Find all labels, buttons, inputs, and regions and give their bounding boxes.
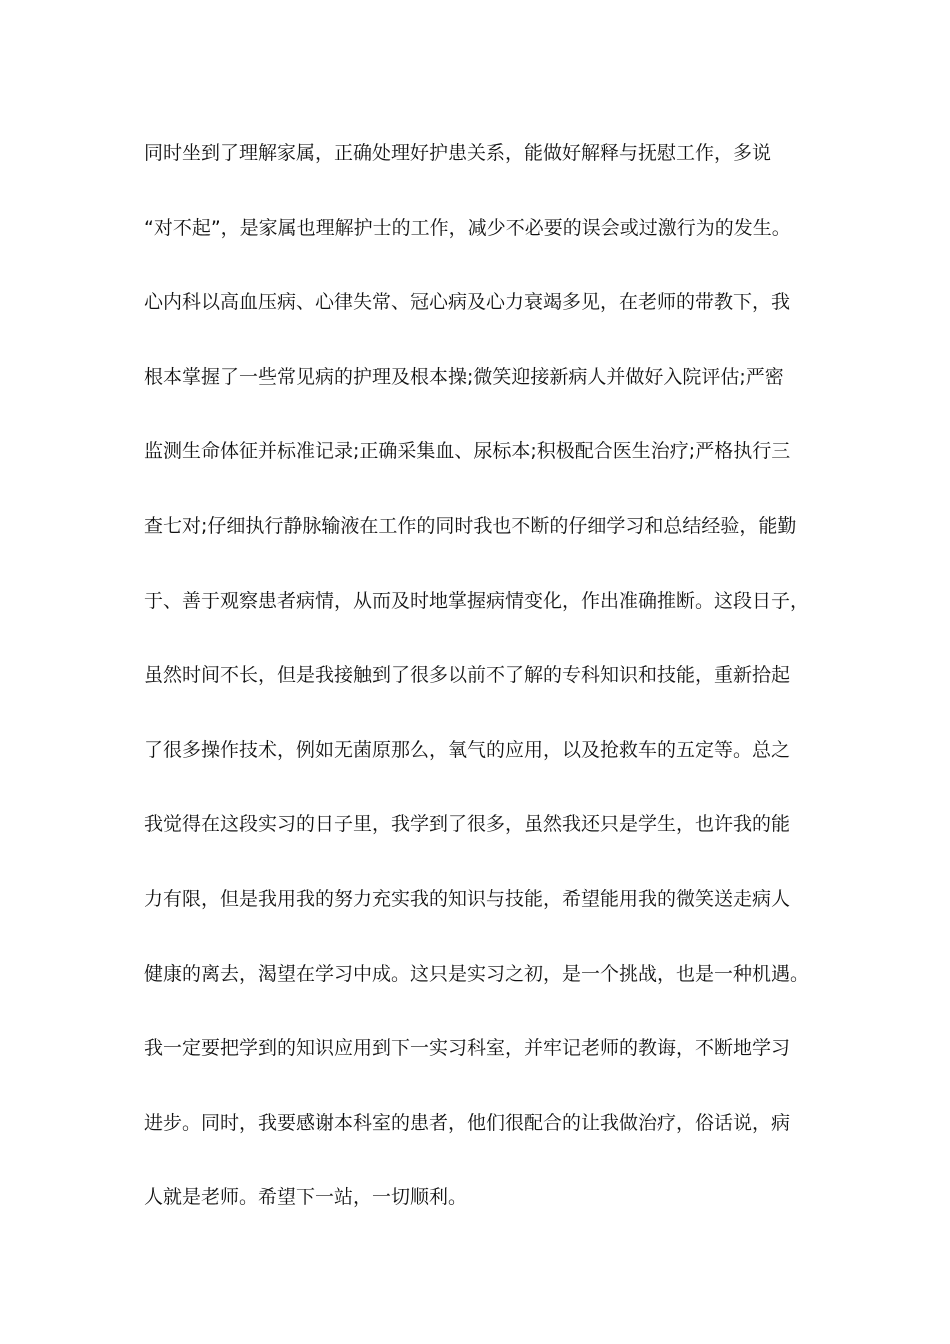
text-line: 心内科以高血压病、心律失常、冠心病及心力衰竭多见，在老师的带教下，我	[144, 291, 791, 314]
text-line: 了很多操作技术，例如无菌原那么，氧气的应用，以及抢救车的五定等。总之	[144, 738, 791, 761]
text-line: 虽然时间不长，但是我接触到了很多以前不了解的专科知识和技能，重新拾起	[144, 664, 791, 687]
text-line: 进步。同时，我要感谢本科室的患者，他们很配合的让我做治疗，俗话说，病	[144, 1111, 791, 1134]
text-line: 于、善于观察患者病情，从而及时地掌握病情变化，作出准确推断。这段日子，	[144, 589, 810, 612]
text-line: 监测生命体征并标准记录;正确采集血、尿标本;积极配合医生治疗;严格执行三	[144, 440, 791, 463]
text-line: 我觉得在这段实习的日子里，我学到了很多，虽然我还只是学生，也许我的能	[144, 813, 791, 836]
text-line: 根本掌握了一些常见病的护理及根本操;微笑迎接新病人并做好入院评估;严密	[144, 365, 784, 388]
text-line: “对不起”，是家属也理解护士的工作，减少不必要的误会或过激行为的发生。	[144, 216, 791, 239]
text-line: 人就是老师。希望下一站，一切顺利。	[144, 1186, 468, 1209]
text-line: 同时坐到了理解家属，正确处理好护患关系，能做好解释与抚慰工作，多说	[144, 142, 772, 164]
text-line: 健康的离去，渴望在学习中成。这只是实习之初，是一个挑战，也是一种机遇。	[144, 962, 810, 985]
text-line: 我一定要把学到的知识应用到下一实习科室，并牢记老师的教诲，不断地学习	[144, 1037, 791, 1060]
text-line: 力有限，但是我用我的努力充实我的知识与技能，希望能用我的微笑送走病人	[144, 887, 791, 910]
text-line: 查七对;仔细执行静脉输液在工作的同时我也不断的仔细学习和总结经验，能勤	[144, 514, 797, 537]
body-text	[144, 133, 824, 1252]
